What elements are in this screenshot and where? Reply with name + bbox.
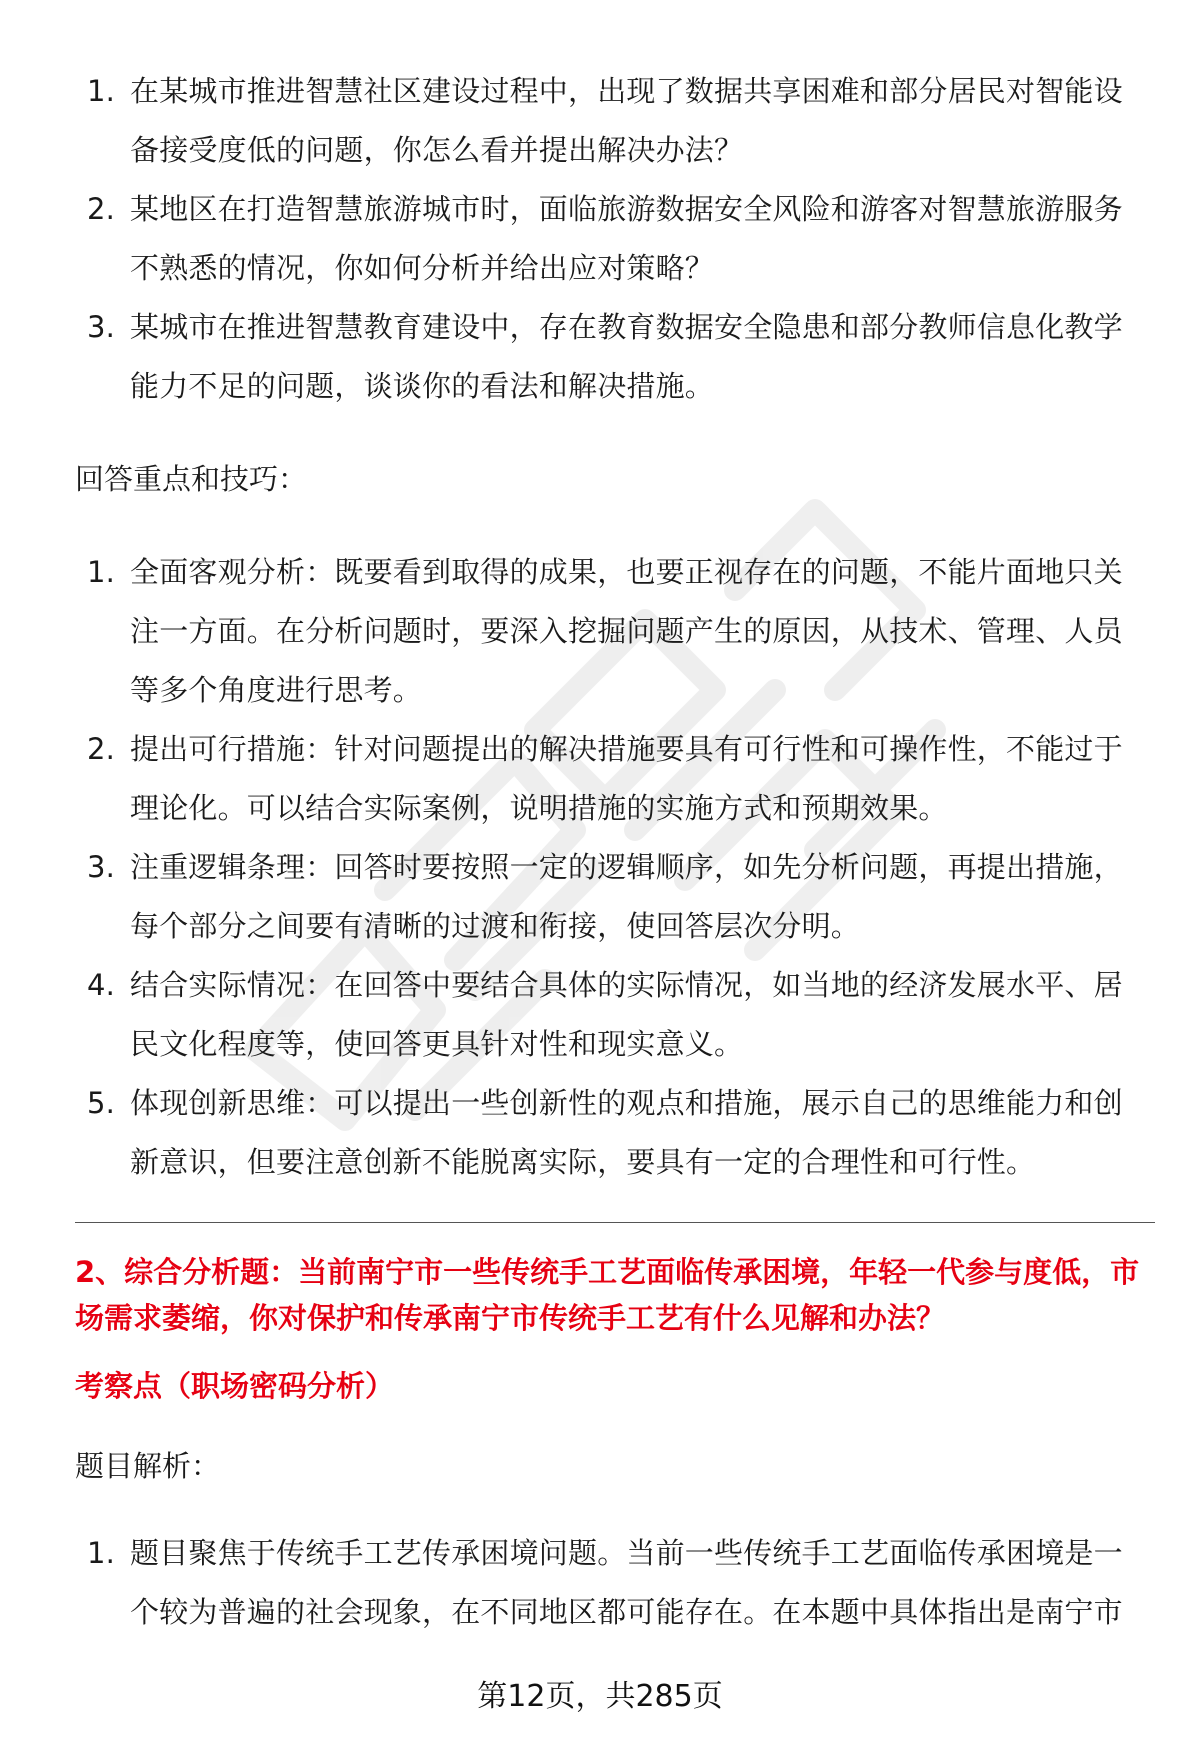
example-questions-list: [75, 62, 1145, 416]
list-number: 2.: [87, 192, 116, 226]
page-footer: 第12页，共285页: [477, 1679, 723, 1714]
list-item: [75, 1074, 1145, 1192]
list-number: 3.: [87, 310, 116, 344]
list-item: [75, 298, 1145, 416]
list-item-text: 某城市在推进智慧教育建设中，存在教育数据安全隐患和部分教师信息化教学能力不足的问题，谈谈你的看法和解决措施。: [130, 310, 1123, 403]
list-number: 3.: [87, 850, 116, 884]
main-content: [75, 62, 1145, 1642]
list-number: 1.: [87, 1536, 116, 1570]
list-item: [75, 1524, 1145, 1642]
exam-point-heading: 考察点（职场密码分析）: [75, 1369, 395, 1403]
section-divider: [75, 1222, 1155, 1223]
list-item: [75, 62, 1145, 180]
list-number: 1.: [87, 74, 116, 108]
list-item-text: 题目聚焦于传统手工艺传承困境问题。当前一些传统手工艺面临传承困境是一个较为普遍的社会现象，在不同地区都可能存在。在本题中具体指出是南宁市: [130, 1536, 1123, 1629]
list-number: 5.: [87, 1086, 116, 1120]
analysis-heading: 题目解析：: [75, 1449, 221, 1483]
list-item-text: 某地区在打造智慧旅游城市时，面临旅游数据安全风险和游客对智慧旅游服务不熟悉的情况，你如何分析并给出应对策略？: [130, 192, 1123, 285]
analysis-list: [75, 1524, 1145, 1642]
list-number: 2.: [87, 732, 116, 766]
question-heading: 2、综合分析题：当前南宁市一些传统手工艺面临传承困境，年轻一代参与度低，市场需求萎缩，你对保护和传承南宁市传统手工艺有什么见解和办法？: [75, 1255, 1140, 1335]
tips-list: [75, 543, 1145, 1192]
list-item: [75, 543, 1145, 720]
list-item: [75, 838, 1145, 956]
list-item-text: 注重逻辑条理：回答时要按照一定的逻辑顺序，如先分析问题，再提出措施，每个部分之间要有清晰的过渡和衔接，使回答层次分明。: [130, 850, 1123, 943]
list-item-text: 全面客观分析：既要看到取得的成果，也要正视存在的问题，不能片面地只关注一方面。在分析问题时，要深入挖掘问题产生的原因，从技术、管理、人员等多个角度进行思考。: [130, 555, 1123, 707]
list-item: [75, 956, 1145, 1074]
list-number: 4.: [87, 968, 116, 1002]
list-item-text: 在某城市推进智慧社区建设过程中，出现了数据共享困难和部分居民对智能设备接受度低的问题，你怎么看并提出解决办法？: [130, 74, 1123, 167]
tips-heading: 回答重点和技巧：: [75, 462, 308, 496]
list-item-text: 结合实际情况：在回答中要结合具体的实际情况，如当地的经济发展水平、居民文化程度等，使回答更具针对性和现实意义。: [130, 968, 1123, 1061]
list-number: 1.: [87, 555, 116, 589]
list-item: [75, 720, 1145, 838]
list-item-text: 体现创新思维：可以提出一些创新性的观点和措施，展示自己的思维能力和创新意识，但要注意创新不能脱离实际，要具有一定的合理性和可行性。: [130, 1086, 1123, 1179]
list-item: [75, 180, 1145, 298]
list-item-text: 提出可行措施：针对问题提出的解决措施要具有可行性和可操作性，不能过于理论化。可以结合实际案例，说明措施的实施方式和预期效果。: [130, 732, 1123, 825]
